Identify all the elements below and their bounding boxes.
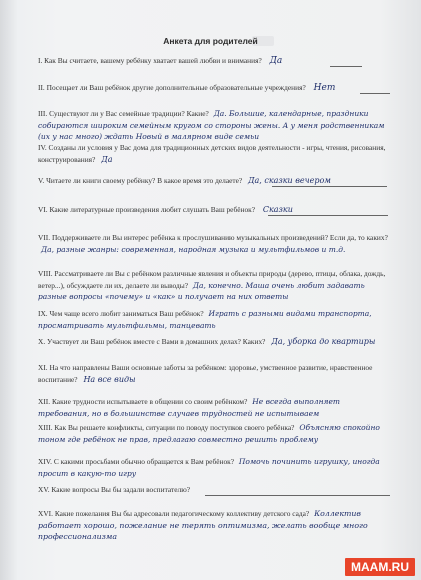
- answer-text: На все виды: [83, 374, 136, 384]
- question-text: VII. Поддерживаете ли Вы интерес ребёнка к прослушиванию музыкальных произведений? Если да, то каких?: [38, 233, 388, 242]
- answer-text: Да, разные жанры: современная, народная музыка и мультфильмов и т.д.: [41, 244, 346, 254]
- answer-line: [268, 215, 388, 216]
- answer-text: Не всегда выполняет требования, но в большинстве случаев трудностей не испытываем: [38, 397, 341, 418]
- question-11: [38, 362, 388, 385]
- question-text: IV. Созданы ли условия у Вас дома для традиционных детских видов деятельности - игры, чтения, рисования, конструирования?: [38, 143, 386, 164]
- answer-text: Да: [101, 154, 113, 164]
- question-3: [38, 108, 388, 143]
- answer-line: [272, 186, 387, 187]
- answer-text: Да, сказки вечером: [248, 176, 331, 185]
- answer-text: Сказки: [262, 205, 293, 214]
- question-4: [38, 142, 388, 165]
- answer-text: Да. Большие, календарные, праздники собираются широким семейным кругом со стороны жены. А у меня родственникам (их у нас много) ждать Новый в малярном виде семьи: [38, 109, 385, 141]
- answer-text: Играть с разными видами транспорта, просматривать мультфильмы, танцевать: [38, 309, 372, 330]
- answer-text: Да, уборка до квартиры: [271, 337, 376, 346]
- question-14: [38, 456, 388, 479]
- answer-text: Нет: [313, 83, 336, 93]
- question-text: XIV. С какими просьбами обычно обращается к Вам ребёнок?: [38, 457, 235, 466]
- answer-text: Да, конечно. Маша очень любит задавать разные вопросы «почему» и «как» и получает на них ответы: [38, 280, 365, 301]
- question-text: VIII. Рассматриваете ли Вы с ребёнком различные явления и объекты природы (дерево, птицы, облака, дождь, ветер...), обсуждаете ли их, делаете ли выводы?: [38, 269, 386, 290]
- question-text: VI. Какие литературные произведения любит слушать Ваш ребёнок?: [38, 205, 256, 214]
- answer-text: Коллектив работает хорошо, пожелание не терять оптимизма, желать вообще много профессионализма: [38, 509, 368, 541]
- question-text: X. Участвует ли Ваш ребёнок вместе с Вами в домашних делах? Каких?: [38, 337, 266, 346]
- question-5: [38, 175, 388, 187]
- question-text: XV. Какие вопросы Вы бы задали воспитателю?: [38, 485, 190, 494]
- question-10: [38, 336, 388, 348]
- answer-line: [330, 66, 362, 67]
- question-9: [38, 308, 388, 331]
- answer-text: Да: [269, 56, 283, 66]
- page-title: Анкета для родителей: [163, 36, 258, 46]
- question-12: [38, 396, 388, 419]
- question-text: XI. На что направлены Ваши основные заботы за ребёнком: здоровье, умственное развитие, нравственное воспитание?: [38, 363, 373, 384]
- question-15: [38, 484, 388, 496]
- question-text: II. Посещает ли Ваш ребёнок другие дополнительные образовательные учреждения?: [38, 83, 306, 92]
- question-text: IX. Чем чаще всего любит заниматься Ваш ребёнок?: [38, 309, 204, 318]
- question-2: [38, 82, 388, 94]
- question-text: V. Читаете ли книги своему ребёнку? В какое время это делаете?: [38, 176, 243, 185]
- question-6: [38, 204, 388, 216]
- answer-line: [360, 93, 390, 94]
- answer-line: [205, 495, 390, 496]
- question-text: III. Существуют ли у Вас семейные традиции? Какие?: [38, 109, 209, 118]
- question-text: I. Как Вы считаете, вашему ребёнку хватает вашей любви и внимания?: [38, 56, 262, 65]
- question-text: XVI. Какие пожелания Вы бы адресовали педагогическому коллективу детского сада?: [38, 509, 310, 518]
- watermark-logo: MAAM.RU: [345, 558, 415, 576]
- question-16: [38, 508, 388, 543]
- question-13: [38, 422, 388, 445]
- question-7: [38, 232, 388, 255]
- question-text: XIII. Как Вы решаете конфликты, ситуации по поводу поступков своего ребёнка?: [38, 423, 295, 432]
- answer-text: Объясняю спокойно тоном где ребёнок не прав, предлагаю совместно решить проблему: [38, 423, 380, 444]
- question-8: [38, 268, 388, 303]
- answer-text: Помочь починить игрушку, иногда просит в какую-то игру: [38, 457, 380, 478]
- question-text: XII. Какие трудности испытываете в общении со своим ребёнком?: [38, 397, 248, 406]
